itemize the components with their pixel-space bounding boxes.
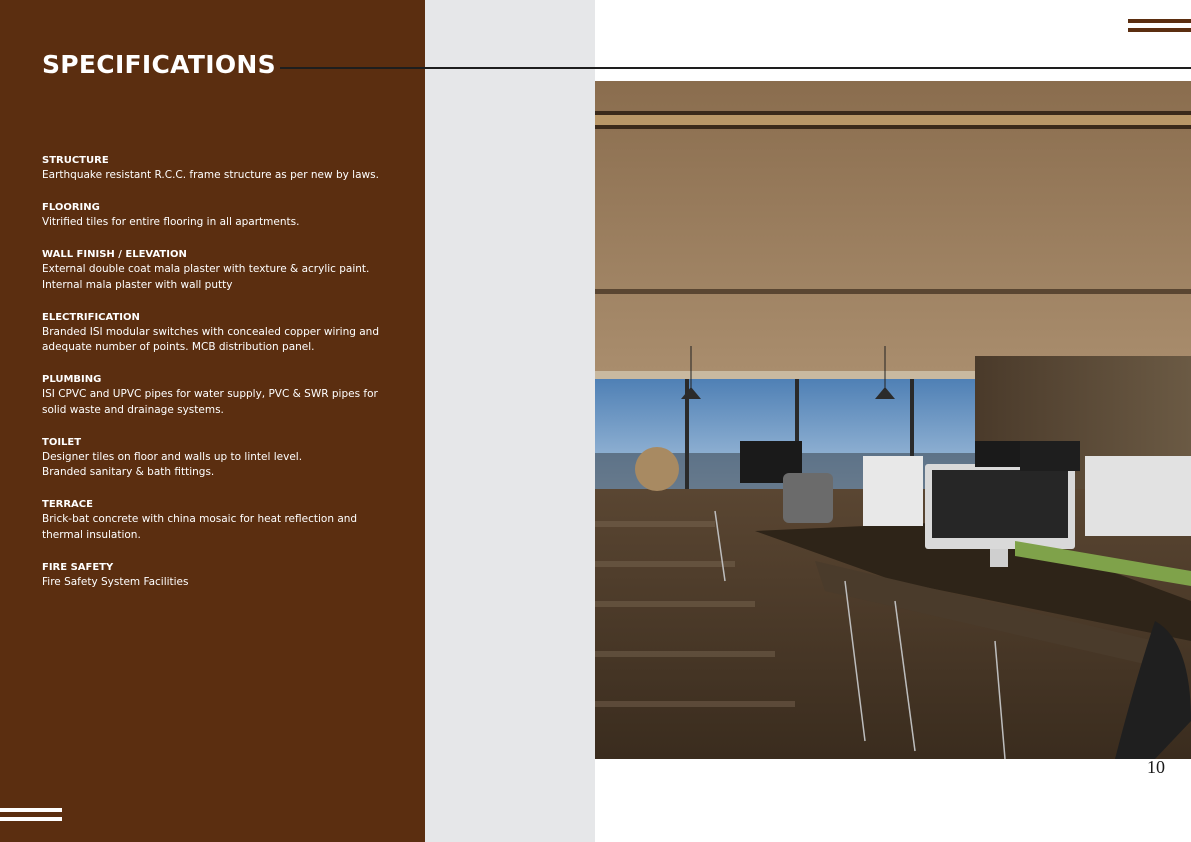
page-number: 10	[1147, 757, 1165, 777]
spec-text: Earthquake resistant R.C.C. frame structure as per new by laws.	[42, 169, 379, 181]
spec-heading: ELECTRIFICATION	[42, 311, 140, 323]
spec-text: adequate number of points. MCB distribution panel.	[42, 341, 315, 353]
grey-band	[425, 0, 595, 842]
spec-text: ISI CPVC and UPVC pipes for water supply, PVC & SWR pipes for	[42, 388, 378, 400]
spec-heading: WALL FINISH / ELEVATION	[42, 249, 187, 260]
page-title: SPECIFICATIONS	[42, 50, 276, 79]
spec-flooring	[42, 200, 382, 231]
spec-text: External double coat mala plaster with texture & acrylic paint.	[42, 263, 370, 275]
spec-terrace	[42, 497, 382, 543]
spec-toilet	[42, 435, 382, 481]
spec-text: thermal insulation.	[42, 528, 141, 541]
spec-plumbing	[42, 372, 382, 418]
spec-text: Vitrified tiles for entire flooring in all apartments.	[42, 216, 300, 228]
spec-text: Designer tiles on floor and walls up to lintel level.	[42, 450, 303, 463]
spec-text: Brick-bat concrete with china mosaic for heat reflection and	[42, 513, 358, 525]
spec-heading: FLOORING	[42, 202, 100, 213]
spec-wall-finish	[42, 247, 382, 293]
spec-heading: TERRACE	[42, 499, 93, 510]
spec-text: Fire Safety System Facilities	[42, 575, 189, 588]
spec-electrification	[42, 310, 382, 356]
spec-text: Branded ISI modular switches with concealed copper wiring and	[42, 325, 380, 338]
spec-heading: FIRE SAFETY	[42, 561, 114, 573]
spec-heading: PLUMBING	[42, 374, 102, 385]
spec-text: Branded sanitary & bath fittings.	[42, 466, 215, 478]
spec-heading: STRUCTURE	[42, 155, 109, 166]
decorative-bars-bottom-left	[0, 808, 62, 826]
specifications-list	[42, 153, 382, 607]
title-divider-line	[280, 67, 1191, 69]
spec-text: solid waste and drainage systems.	[42, 403, 224, 416]
spec-fire-safety	[42, 560, 382, 591]
spec-structure	[42, 153, 382, 184]
spec-heading: TOILET	[42, 436, 82, 448]
spec-text: Internal mala plaster with wall putty	[42, 278, 233, 291]
decorative-bars-top-right	[1128, 19, 1191, 37]
office-interior-photo	[595, 81, 1191, 759]
